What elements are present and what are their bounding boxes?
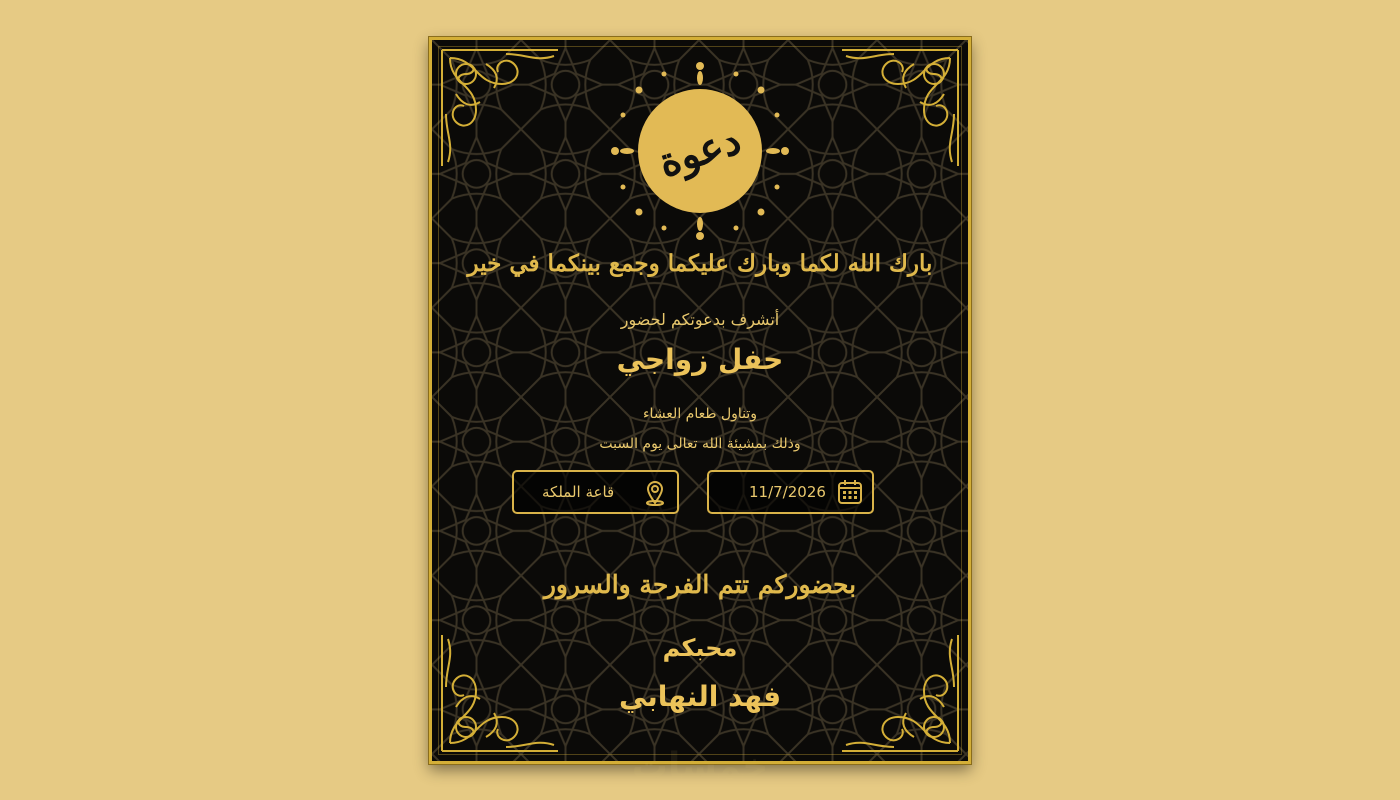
venue-box <box>512 470 679 514</box>
closing-calligraphy: بحضوركم تتم الفرحة والسرور <box>543 570 857 599</box>
date-box <box>707 470 874 514</box>
host-label: محبكم <box>662 634 738 662</box>
ornament-corner-top-left <box>436 44 564 172</box>
emblem-circle <box>638 89 762 213</box>
event-title: حفل زواجي <box>616 343 784 376</box>
date-line-text: وذلك بمشيئة الله تعالى يوم السبت <box>599 436 801 452</box>
date-text: 11/7/2026 <box>749 483 826 501</box>
watermark: خمسات <box>631 746 769 787</box>
host-name: فهد النهابي <box>618 680 782 713</box>
invitation-card <box>429 37 971 787</box>
invitation-emblem <box>609 60 791 242</box>
location-pin-icon <box>641 478 669 506</box>
intro-text: أتشرف بدعوتكم لحضور <box>620 310 780 329</box>
emblem-title: دعوة <box>653 115 747 187</box>
dinner-text: وتناول طعام العشاء <box>642 406 758 422</box>
venue-text: قاعة الملكة <box>542 483 615 501</box>
blessing-calligraphy: بارك الله لكما وبارك عليكما وجمع بينكما في خير <box>467 250 933 277</box>
calendar-icon <box>836 478 864 506</box>
ornament-corner-top-right <box>836 44 964 172</box>
